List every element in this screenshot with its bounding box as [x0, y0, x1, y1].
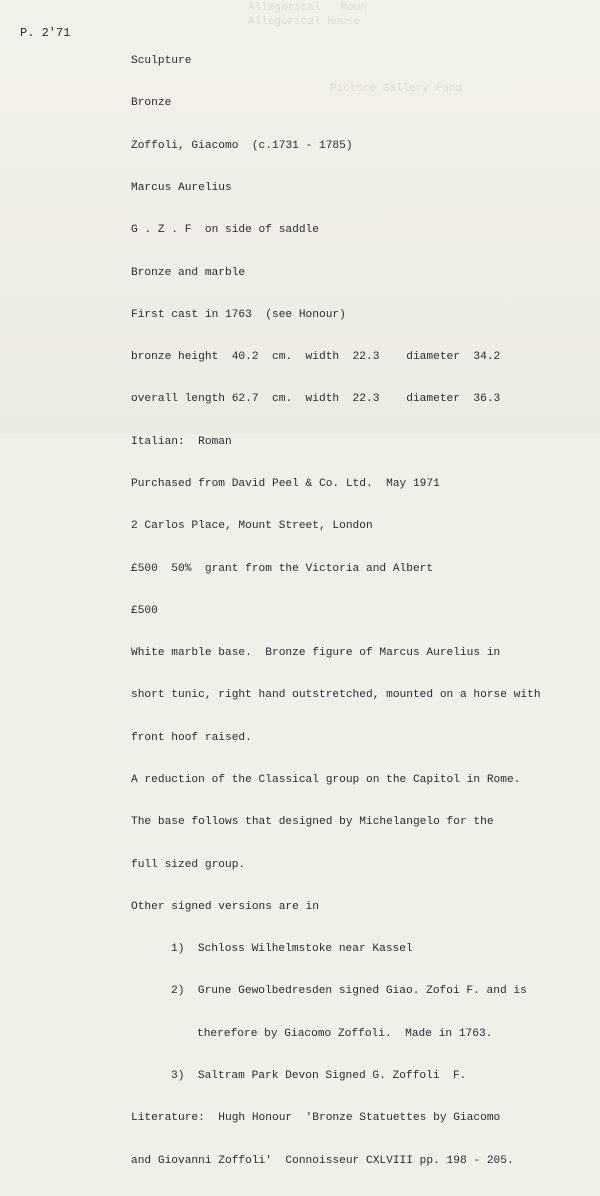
show-through-text: Allegorical House: [248, 16, 361, 28]
text-line: overall length 62.7 cm. width 22.3 diameter 36.3: [131, 393, 501, 406]
text-line: bronze height 40.2 cm. width 22.3 diameter 34.2: [131, 351, 501, 364]
text-line: G . Z . F on side of saddle: [131, 224, 319, 237]
list-item-continuation: therefore by Giacomo Zoffoli. Made in 1763.: [197, 1027, 493, 1040]
text-line: front hoof raised.: [131, 731, 252, 744]
text-line: full sized group.: [131, 858, 246, 871]
text-line: A reduction of the Classical group on the Capitol in Rome.: [131, 773, 521, 786]
reference-number: P. 2'71: [20, 26, 71, 40]
list-item: 2) Grune Gewolbedresden signed Giao. Zofoi F. and is: [171, 985, 527, 998]
text-line: Zoffoli, Giacomo (c.1731 - 1785): [131, 139, 353, 152]
text-line: First cast in 1763 (see Honour): [131, 308, 346, 321]
text-line: The base follows that designed by Michelangelo for the: [131, 816, 494, 829]
show-through-text: Picture Gallery Fund: [330, 83, 463, 95]
text-line: Bronze: [131, 97, 172, 110]
text-line: Purchased from David Peel & Co. Ltd. May 1971: [131, 478, 440, 490]
text-line: Sculpture: [131, 55, 192, 68]
show-through-text: Allegorical Moun: [248, 2, 367, 14]
text-line: Bronze and marble: [131, 266, 246, 279]
text-line: 2 Carlos Place, Mount Street, London: [131, 520, 373, 533]
list-item: 1) Schloss Wilhelmstoke near Kassel: [171, 943, 413, 956]
text-line: White marble base. Bronze figure of Marcus Aurelius in: [131, 647, 501, 660]
text-line: Marcus Aurelius: [131, 182, 232, 195]
list-item: 3) Saltram Park Devon Signed G. Zoffoli F.: [171, 1069, 467, 1082]
text-line: and Giovanni Zoffoli' Connoisseur CXLVIII pp. 198 - 205.: [131, 1154, 514, 1167]
text-line: £500 50% grant from the Victoria and Albert: [131, 562, 434, 575]
text-line: short tunic, right hand outstretched, mounted on a horse with: [131, 689, 541, 702]
text-line: £500: [131, 604, 158, 617]
card-text: [131, 26, 541, 1196]
text-line: Italian: Roman: [131, 435, 232, 448]
text-line: Literature: Hugh Honour 'Bronze Statuettes by Giacomo: [131, 1112, 501, 1125]
text-line: Other signed versions are in: [131, 900, 319, 913]
